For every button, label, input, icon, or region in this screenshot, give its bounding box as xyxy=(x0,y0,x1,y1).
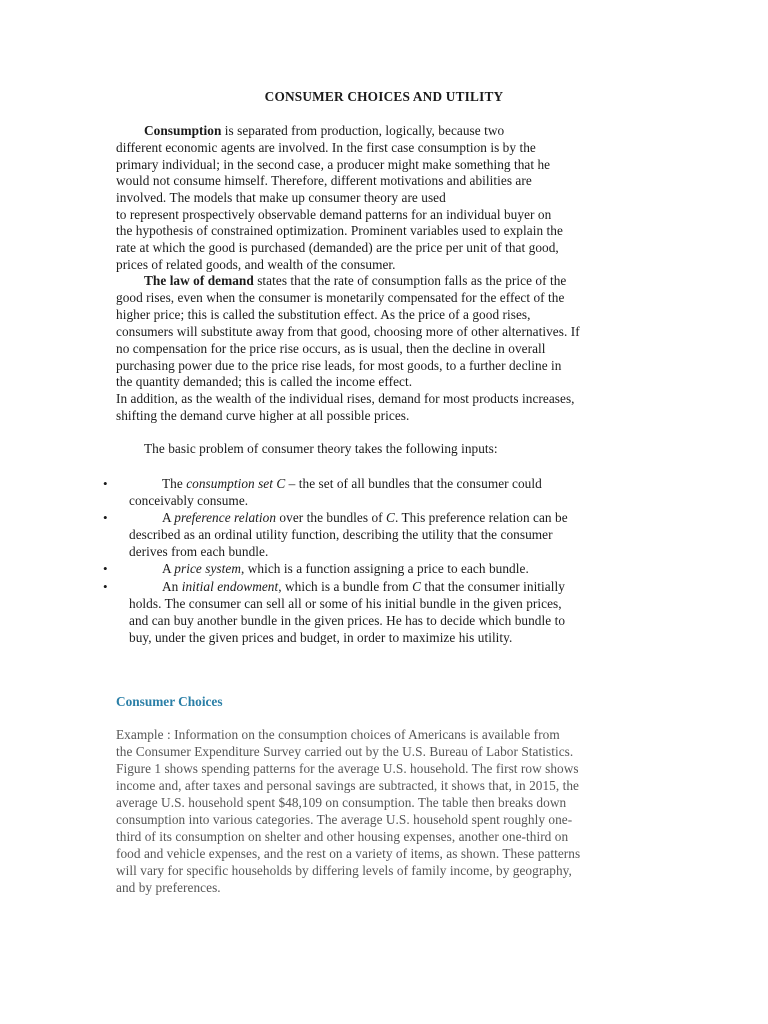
list-item-line: buy, under the given prices and budget, in order to maximize his utility. xyxy=(129,630,513,645)
text-span: The xyxy=(162,476,187,491)
paragraph-line: no compensation for the price rise occurs, as is usual, then the decline in overall xyxy=(116,341,546,356)
example-line: the Consumer Expenditure Survey carried out by the U.S. Bureau of Labor Statistics. xyxy=(116,744,574,759)
paragraph-line: the hypothesis of constrained optimization. Prominent variables used to explain the xyxy=(116,223,563,238)
example-line: third of its consumption on shelter and other housing expenses, another one-third on xyxy=(116,829,569,844)
term-price-system: price system xyxy=(174,561,241,576)
paragraph-line: In addition, as the wealth of the individual rises, demand for most products increases, xyxy=(116,391,575,406)
bullet-icon: • xyxy=(103,476,108,491)
paragraph-line: would not consume himself. Therefore, different motivations and abilities are xyxy=(116,173,532,188)
paragraph-line: different economic agents are involved. In the first case consumption is by the xyxy=(116,140,536,155)
example-line: food and vehicle expenses, and the rest on a variety of items, as shown. These patterns xyxy=(116,846,581,861)
term-initial-endowment: initial endowment xyxy=(181,579,279,594)
text-span: An xyxy=(162,579,182,594)
text-span: . This preference relation can be xyxy=(394,510,568,525)
term-preference-relation: preference relation xyxy=(174,510,277,525)
list-item-price-system xyxy=(162,560,529,577)
bullet-icon: • xyxy=(103,579,108,594)
list-item-line: holds. The consumer can sell all or some of his initial bundle in the given prices, xyxy=(129,596,562,611)
text-span: is separated from production, logically, because two xyxy=(221,123,505,138)
text-span: states that the rate of consumption falls as the price of the xyxy=(253,273,567,288)
list-item-line: derives from each bundle. xyxy=(129,544,269,559)
text-span: A xyxy=(162,510,175,525)
paragraph-line: the quantity demanded; this is called the income effect. xyxy=(116,374,413,389)
example-line: and by preferences. xyxy=(116,880,221,895)
section-heading: Consumer Choices xyxy=(116,694,223,709)
term-c: C xyxy=(412,579,421,594)
page-title: CONSUMER CHOICES AND UTILITY xyxy=(264,89,504,104)
paragraph-consumption-line xyxy=(144,122,504,139)
text-span: over the bundles of xyxy=(276,510,387,525)
text-span: – the set of all bundles that the consumer could xyxy=(285,476,542,491)
example-line: consumption into various categories. The average U.S. household spent roughly one- xyxy=(116,812,573,827)
example-line: Example : Information on the consumption choices of Americans is available from xyxy=(116,727,560,742)
paragraph-line: good rises, even when the consumer is monetarily compensated for the effect of the xyxy=(116,290,565,305)
paragraph-line: higher price; this is called the substitution effect. As the price of a good rises, xyxy=(116,307,531,322)
paragraph-line: to represent prospectively observable demand patterns for an individual buyer on xyxy=(116,207,552,222)
text-span: , which is a function assigning a price to each bundle. xyxy=(241,561,529,576)
bullet-icon: • xyxy=(103,561,108,576)
text-span: A xyxy=(162,561,175,576)
example-line: average U.S. household spent $48,109 on consumption. The table then breaks down xyxy=(116,795,567,810)
text-span: , which is a bundle from xyxy=(278,579,413,594)
paragraph-line: purchasing power due to the price rise leads, for most goods, to a further decline in xyxy=(116,358,562,373)
paragraph-law-of-demand-line xyxy=(144,272,566,289)
paragraph-line: involved. The models that make up consumer theory are used xyxy=(116,190,446,205)
bullet-icon: • xyxy=(103,510,108,525)
term-c: C xyxy=(386,510,395,525)
paragraph-line: prices of related goods, and wealth of the consumer. xyxy=(116,257,396,272)
term-consumption: Consumption xyxy=(144,123,222,138)
paragraph-line: consumers will substitute away from that good, choosing more of other alternatives. If xyxy=(116,324,580,339)
list-item-initial-endowment xyxy=(162,578,565,595)
example-line: income and, after taxes and personal savings are subtracted, it shows that, in 2015, the xyxy=(116,778,580,793)
list-item-consumption-set xyxy=(162,475,542,492)
paragraph-line: primary individual; in the second case, a producer might make something that he xyxy=(116,157,551,172)
paragraph-line: rate at which the good is purchased (demanded) are the price per unit of that good, xyxy=(116,240,559,255)
term-consumption-set: consumption set C xyxy=(186,476,286,491)
list-item-line: described as an ordinal utility function, describing the utility that the consumer xyxy=(129,527,553,542)
list-item-preference-relation xyxy=(162,509,568,526)
list-item-line: conceivably consume. xyxy=(129,493,249,508)
text-span: that the consumer initially xyxy=(421,579,565,594)
paragraph-line: shifting the demand curve higher at all possible prices. xyxy=(116,408,410,423)
term-law-of-demand: The law of demand xyxy=(144,273,254,288)
example-line: will vary for specific households by differing levels of family income, by geography, xyxy=(116,863,572,878)
list-item-line: and can buy another bundle in the given prices. He has to decide which bundle to xyxy=(129,613,566,628)
example-line: Figure 1 shows spending patterns for the average U.S. household. The first row shows xyxy=(116,761,579,776)
paragraph-line: The basic problem of consumer theory takes the following inputs: xyxy=(144,441,498,456)
